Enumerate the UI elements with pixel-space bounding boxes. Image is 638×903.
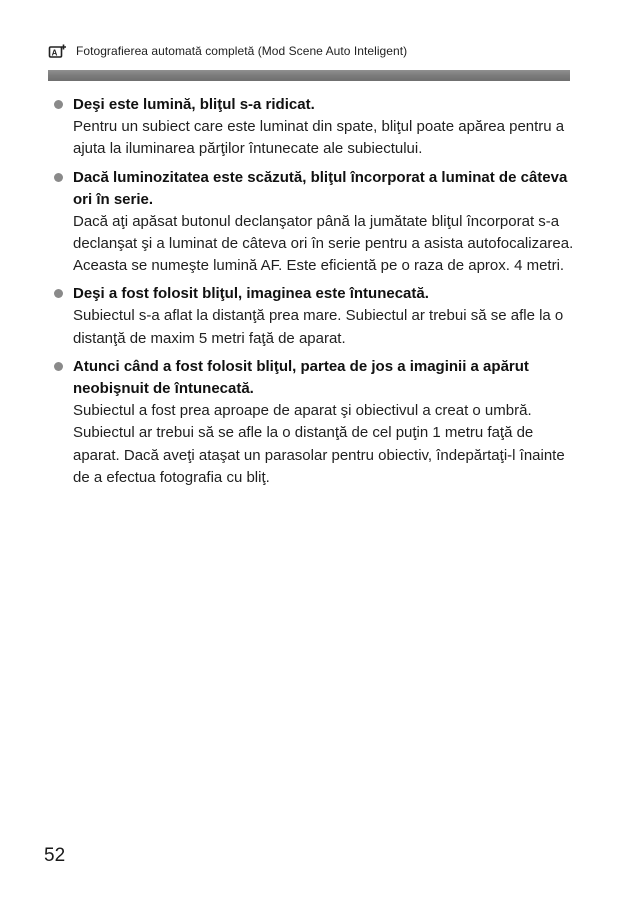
- item-title: Deşi este lumină, bliţul s-a ridicat.: [73, 96, 315, 113]
- item-title: Dacă luminozitatea este scăzută, bliţul încorporat a luminat de câteva ori în serie.: [73, 168, 568, 208]
- svg-text:A: A: [51, 48, 58, 58]
- list-item: [48, 356, 578, 489]
- bullet-icon: [54, 100, 63, 109]
- bullet-icon: [54, 173, 63, 182]
- item-title: Deşi a fost folosit bliţul, imaginea este întunecată.: [73, 285, 429, 303]
- scene-intelligent-auto-icon: [48, 43, 68, 59]
- item-title: Atunci când a fost folosit bliţul, partea de jos a imaginii a apărut neobişnuit de întunecată.: [73, 358, 529, 398]
- bullet-icon: [54, 289, 63, 298]
- bullet-icon: [54, 362, 63, 371]
- troubleshooting-list: [48, 94, 578, 495]
- item-body: Dacă aţi apăsat butonul declanşator până la jumătate bliţul încorporat s-a declanşat şi a luminat de câteva ori în serie pentru a asista autofocalizarea. Aceasta se numeşte lumină AF. Este eficientă pe o raza de aprox. 4 metri.: [73, 212, 574, 275]
- list-item: [48, 167, 578, 278]
- page-number: 52: [44, 845, 66, 866]
- item-body: Subiectul a fost prea aproape de aparat şi obiectivul a creat o umbră. Subiectul ar trebui să se afle la o distanţă de cel puţin 1 metru faţă de aparat. Dacă aveţi ataşat un parasolar pentru obiectiv, îndepărtaţi-l înainte de a efectua fotografia cu bliţ.: [73, 402, 565, 486]
- item-body: Subiectul s-a aflat la distanţă prea mare. Subiectul ar trebui să se afle la o distanţă de maxim 5 metri faţă de aparat.: [73, 307, 564, 347]
- item-body: Pentru un subiect care este luminat din spate, bliţul poate apărea pentru a ajuta la iluminarea părţilor întunecate ale subiectului.: [73, 118, 565, 158]
- list-item: [48, 283, 578, 350]
- page-header: [48, 41, 407, 61]
- list-item: [48, 94, 578, 161]
- header-title: Fotografierea automată completă (Mod Scene Auto Inteligent): [76, 44, 408, 58]
- header-divider-bar: [48, 70, 570, 81]
